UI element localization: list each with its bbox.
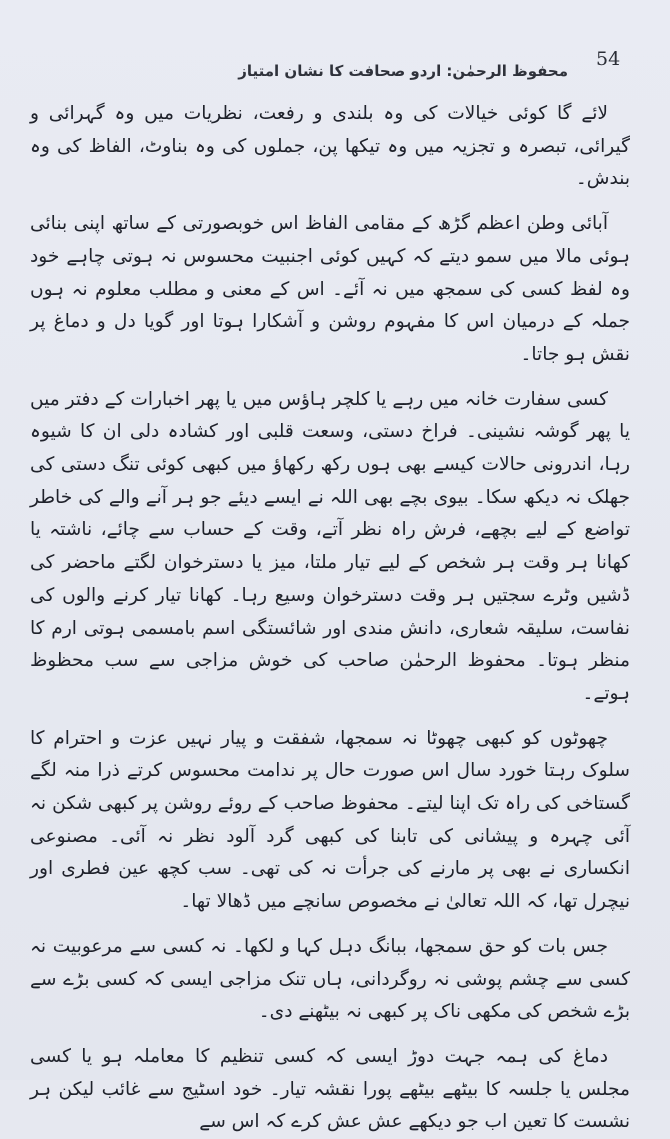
page-header [28, 48, 642, 84]
page-body [30, 98, 630, 1139]
paragraph: دماغ کی ہمہ جہت دوڑ ایسی کہ کسی تنظیم کا معاملہ ہو یا کسی مجلس یا جلسہ کا بیٹھے بیٹھے پورا نقشہ تیار۔ خود اسٹیج سے غائب لیکن ہر نشست کا تعین اب جو دیکھے عش عش کرے کہ اس سے [30, 1045, 630, 1133]
paragraph: کسی سفارت خانہ میں رہے یا کلچر ہاؤس میں یا پھر اخبارات کے دفتر میں یا پھر گوشہ نشینی۔ فراخ دستی، وسعت قلبی اور کشادہ دلی ان کا شیوہ رہا، اندرونی حالات کیسے بھی ہوں رکھ رکھاؤ میں کبھی کوئی تنگ دستی کی جھلک نہ دیکھ سکا۔ بیوی بچے بھی اللہ نے ایسے دیئے جو ہر آنے والے کی خاطر تواضع کے لیے بچھے، فرش راہ نظر آتے، وقت کے حساب سے چائے، ناشتہ یا کھانا ہر وقت ہر شخص کے لیے تیار ملتا، میز یا دسترخوان لگتے ماحضر کی ڈشیں وٹرے سجتیں ہر وقت دسترخوان وسیع رہا۔ کھانا تیار کرنے والوں کی نفاست، سلیقہ شعاری، دانش مندی اور شائستگی اسم بامسمی ہوتی ارم کا منظر ہوتا۔ محفوظ الرحمٰن صاحب کی خوش مزاجی سے سب محظوظ ہوتے۔ [30, 388, 630, 704]
paragraph: جس بات کو حق سمجھا، ببانگ دہل کہا و لکھا۔ نہ کسی سے مرعوبیت نہ کسی سے چشم پوشی نہ روگردانی، ہاں تنک مزاجی ایسی کہ کسی بڑے سے بڑے شخص کی مکھی ناک پر کبھی نہ بیٹھنے دی۔ [30, 935, 630, 1023]
paragraph: لائے گا کوئی خیالات کی وہ بلندی و رفعت، نظریات میں وہ گہرائی و گیرائی، تبصرہ و تجزیہ میں وہ تیکھا پن، جملوں کی وہ بناوٹ، الفاظ کی وہ بندش۔ [30, 103, 630, 190]
page-number: 54 [596, 48, 621, 70]
paragraph: آبائی وطن اعظم گڑھ کے مقامی الفاظ اس خوبصورتی کے ساتھ اپنی بنائی ہوئی مالا میں سمو دیتے کہ کہیں کوئی اجنبیت محسوس نہ ہوتی چاہے خود وہ لفظ کسی کی سمجھ میں نہ آئے۔ اس کے معنی و مطلب معلوم نہ ہوں جملہ کے درمیان اس کا مفہوم روشن و آشکارا ہوتا اور گویا دل و دماغ پر نقش ہو جاتا۔ [30, 213, 630, 365]
running-title: محفوظ الرحمٰن: اردو صحافت کا نشان امتیاز [238, 62, 568, 80]
paragraph: چھوٹوں کو کبھی چھوٹا نہ سمجھا، شفقت و پیار نہیں عزت و احترام کا سلوک رہتا خورد سال اس صورت حال پر ندامت محسوس کرتے ذرا منہ لگے گستاخی کی راہ تک اپنا لیتے۔ محفوظ صاحب کے روئے روشن پر کبھی شکن نہ آئی چہرہ و پیشانی کی تابنا کی کبھی گرد آلود نظر نہ آئی۔ مصنوعی انکساری نے بھی پر مارنے کی جرأت نہ کی تھی۔ سب کچھ عین فطری اور نیچرل تھا، کہ اللہ تعالیٰ نے مخصوص سانچے میں ڈھالا تھا۔ [30, 727, 630, 913]
